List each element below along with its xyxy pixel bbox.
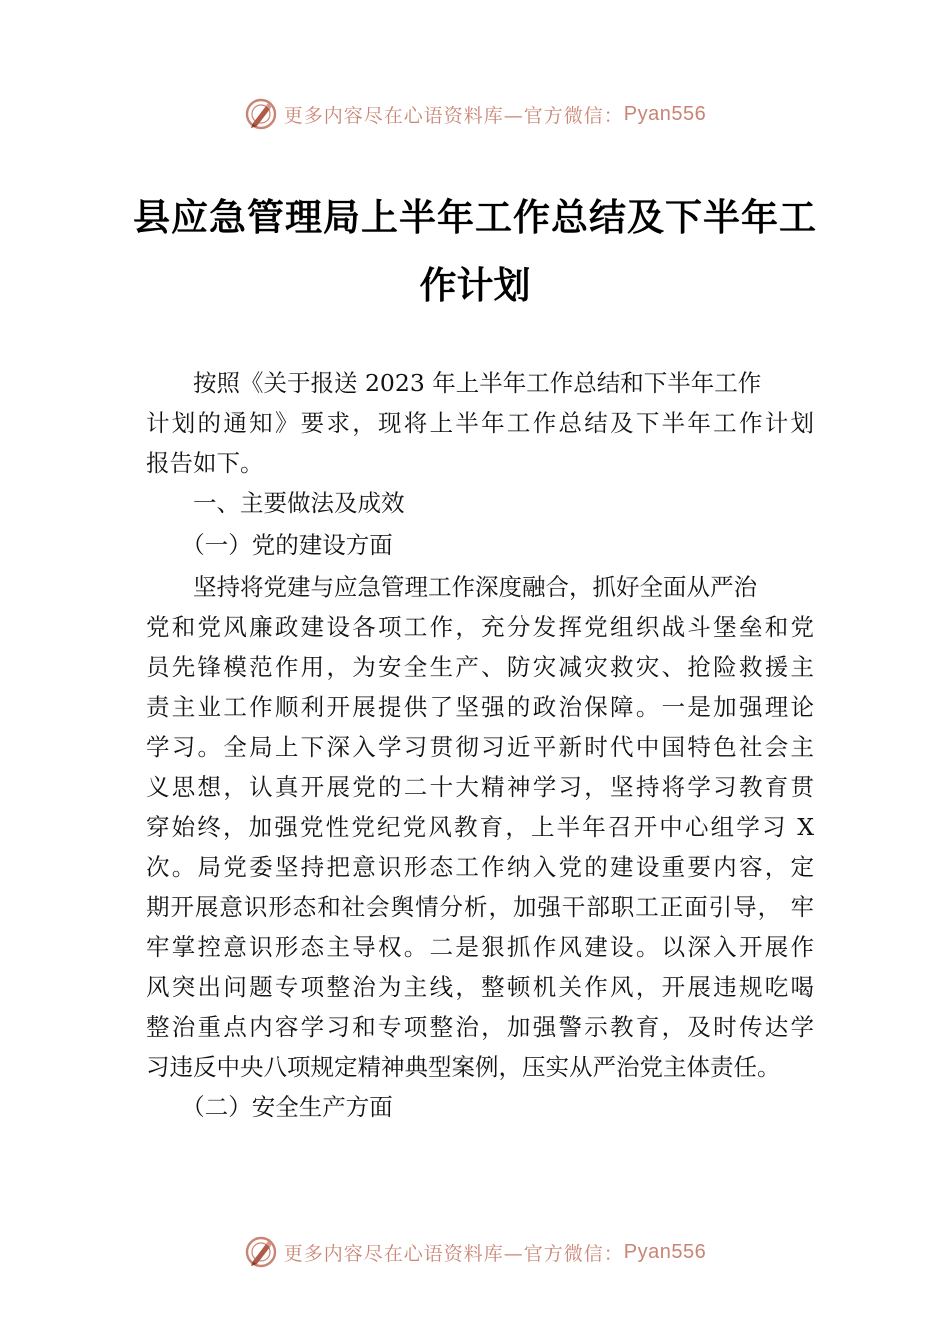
watermark-banner-bottom [0, 1230, 950, 1274]
body-line: 牢掌控意识形态主导权。二是狠抓作风建设。以深入开展作 [146, 933, 814, 961]
body-line: 按照《关于报送 2023 年上半年工作总结和下半年工作 [146, 369, 762, 397]
subsection-heading: （二）安全生产方面 [146, 1093, 393, 1121]
section-heading: 一、主要做法及成效 [146, 489, 405, 517]
pen-logo-icon [244, 1235, 278, 1269]
body-line: 整治重点内容学习和专项整治，加强警示教育，及时传达学 [146, 1013, 814, 1041]
watermark-banner-top [0, 92, 950, 136]
body-line: 次。局党委坚持把意识形态工作纳入党的建设重要内容，定 [146, 853, 814, 881]
body-line: 报告如下。 [146, 449, 264, 477]
body-line: 坚持将党建与应急管理工作深度融合，抓好全面从严治 [146, 573, 757, 601]
body-line: 学习。全局上下深入学习贯彻习近平新时代中国特色社会主 [146, 733, 814, 761]
body-line: 党和党风廉政建设各项工作，充分发挥党组织战斗堡垒和党 [146, 613, 814, 641]
body-line: 风突出问题专项整治为主线，整顿机关作风，开展违规吃喝 [146, 973, 814, 1001]
body-line: 习违反中央八项规定精神典型案例，压实从严治党主体责任。 [146, 1053, 781, 1081]
document-title-line-2: 作计划 [419, 264, 531, 307]
watermark-wechat-id: Pyan556 [623, 1240, 707, 1263]
body-line: 员先锋模范作用，为安全生产、防灾减灾救灾、抢险救援主 [146, 653, 814, 681]
body-line: 计划的通知》要求，现将上半年工作总结及下半年工作计划 [146, 409, 814, 437]
body-line: 责主业工作顺利开展提供了坚强的政治保障。一是加强理论 [146, 693, 814, 721]
body-line: 期开展意识形态和社会舆情分析，加强干部职工正面引导， 牢 [146, 893, 814, 921]
watermark-wechat-id: Pyan556 [623, 102, 707, 125]
subsection-heading: （一）党的建设方面 [146, 531, 393, 559]
watermark-text: 更多内容尽在心语资料库—官方微信： [283, 104, 624, 127]
watermark-text: 更多内容尽在心语资料库—官方微信： [283, 1242, 624, 1265]
body-line: 穿始终，加强党性党纪党风教育，上半年召开中心组学习 X [146, 813, 814, 841]
pen-logo-icon [244, 97, 278, 131]
body-line: 义思想，认真开展党的二十大精神学习，坚持将学习教育贯 [146, 773, 814, 801]
document-title-line-1: 县应急管理局上半年工作总结及下半年工 [133, 196, 817, 239]
